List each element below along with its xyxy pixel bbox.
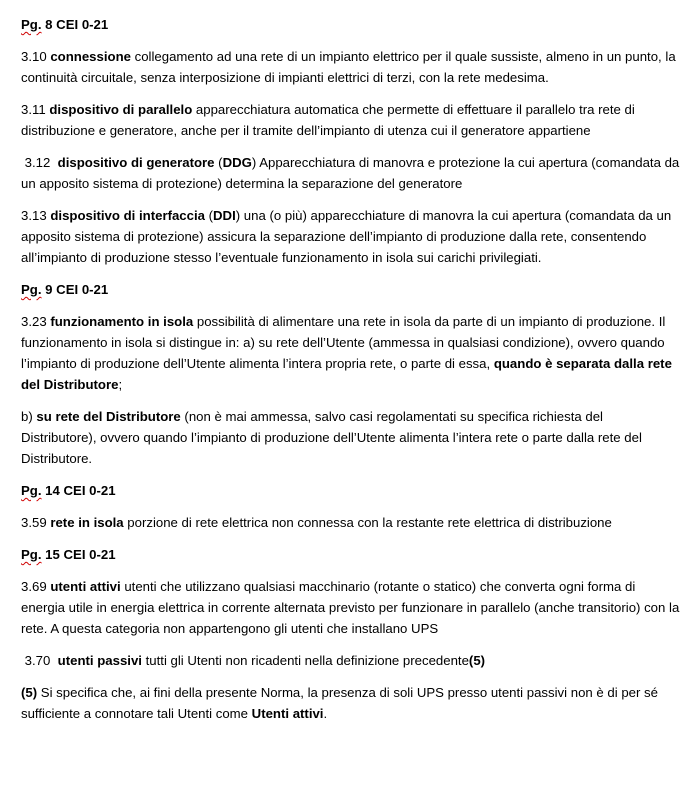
heading-pg-word: Pg. — [21, 547, 42, 562]
definition-3-59 — [21, 512, 681, 533]
definition-number: 3.11 — [21, 102, 50, 117]
heading-pg-word: Pg. — [21, 483, 42, 498]
definition-3-69 — [21, 576, 681, 639]
definition-text: apparecchiatura automatica che permette di effettuare il parallelo tra rete di distribuzione e generatore, anche per il tramite dell’impianto di utenza cui il generatore appartiene — [21, 102, 635, 138]
definition-term: dispositivo di parallelo — [49, 102, 193, 117]
heading-pg-word: Pg. — [21, 282, 42, 297]
definition-number: 3.70 — [21, 653, 58, 668]
definition-number: 3.69 — [21, 579, 51, 594]
definition-3-70 — [21, 650, 681, 671]
footnote-ref: (5) — [468, 653, 486, 668]
footnote-marker: (5) — [21, 685, 38, 700]
section-heading-pg15 — [21, 544, 681, 565]
definition-text: (non è mai ammessa, salvo casi regolamentati su specifica richiesta del Distributore), ovvero quando l’impianto di produzione dell’Utente alimenta l’intera rete o parte dalla rete del Distributore. — [21, 409, 642, 466]
definition-3-13 — [21, 205, 681, 268]
definition-text: utenti che utilizzano qualsiasi macchinario (rotante o statico) che converta ogni forma di energia utile in energia elettrica in corrente alternata previsto per funzionare in parallelo (anche transitorio) con la rete. A questa categoria non appartengono gli utenti che installano UPS — [21, 579, 680, 636]
footnote-5 — [21, 682, 681, 724]
heading-ref: 8 CEI 0-21 — [41, 17, 109, 32]
definition-text: collegamento ad una rete di un impianto elettrico per il quale sussiste, almeno in un punto, la continuità circuitale, senza interposizione di impianti elettrici di terzi, con la rete medesima. — [21, 49, 676, 85]
definition-term: funzionamento in isola — [50, 314, 194, 329]
footnote-text: Si specifica che, ai fini della presente Norma, la presenza di soli UPS presso utenti passivi non è di per sé sufficiente a connotare tali Utenti come — [21, 685, 658, 721]
footnote-emphasis: Utenti attivi — [251, 706, 324, 721]
definition-3-12 — [21, 152, 681, 194]
definition-3-10 — [21, 46, 681, 88]
section-heading-pg8 — [21, 14, 681, 35]
definition-emphasis: quando è separata dalla rete del Distributore — [21, 356, 672, 392]
definition-text-cont: ; — [118, 377, 123, 392]
definition-term: dispositivo di generatore — [57, 155, 215, 170]
definition-term: utenti attivi — [50, 579, 121, 594]
section-heading-pg14 — [21, 480, 681, 501]
definition-term: su rete del Distributore — [36, 409, 181, 424]
definition-number: b) — [21, 409, 37, 424]
definition-number: 3.10 — [21, 49, 51, 64]
definition-abbrev: DDI — [213, 208, 236, 223]
definition-term: rete in isola — [50, 515, 124, 530]
definition-term: connessione — [50, 49, 131, 64]
definition-text: porzione di rete elettrica non connessa con la restante rete elettrica di distribuzione — [123, 515, 612, 530]
footnote-text-cont: . — [323, 706, 328, 721]
definition-abbrev: DDG — [222, 155, 252, 170]
definition-number: 3.13 — [21, 208, 51, 223]
heading-pg-word: Pg. — [21, 17, 42, 32]
definition-3-23-b — [21, 406, 681, 469]
definition-number: 3.59 — [21, 515, 51, 530]
definition-3-11 — [21, 99, 681, 141]
definition-text: possibilità di alimentare una rete in isola da parte di un impianto di produzione. Il funzionamento in isola si distingue in: a) su rete dell’Utente (ammessa in qualsiasi condizione), ovvero quando l’impianto di produzione dell’Utente alimenta l’intera propria rete, o parte di essa, — [21, 314, 666, 371]
definition-text: ( — [214, 155, 223, 170]
definition-number: 3.12 — [21, 155, 58, 170]
definition-term: utenti passivi — [57, 653, 142, 668]
definition-text: tutti gli Utenti non ricadenti nella definizione precedente — [141, 653, 469, 668]
definition-term: dispositivo di interfaccia — [50, 208, 205, 223]
heading-ref: 15 CEI 0-21 — [41, 547, 116, 562]
definition-text-cont: ) una (o più) apparecchiature di manovra la cui apertura (comandata da un apposito sistema di protezione) assicura la separazione dell’impianto di produzione dalla rete, consentendo all’impianto di produzione stesso l’eventuale funzionamento in isola sui carichi privilegiati. — [21, 208, 672, 265]
section-heading-pg9 — [21, 279, 681, 300]
document-page — [21, 14, 681, 735]
definition-text-cont: ) Apparecchiatura di manovra e protezione la cui apertura (comandata da un apposito sistema di protezione) determina la separazione del generatore — [21, 155, 680, 191]
definition-3-23 — [21, 311, 681, 395]
heading-ref: 14 CEI 0-21 — [41, 483, 116, 498]
definition-number: 3.23 — [21, 314, 51, 329]
definition-text: ( — [204, 208, 214, 223]
heading-ref: 9 CEI 0-21 — [41, 282, 109, 297]
